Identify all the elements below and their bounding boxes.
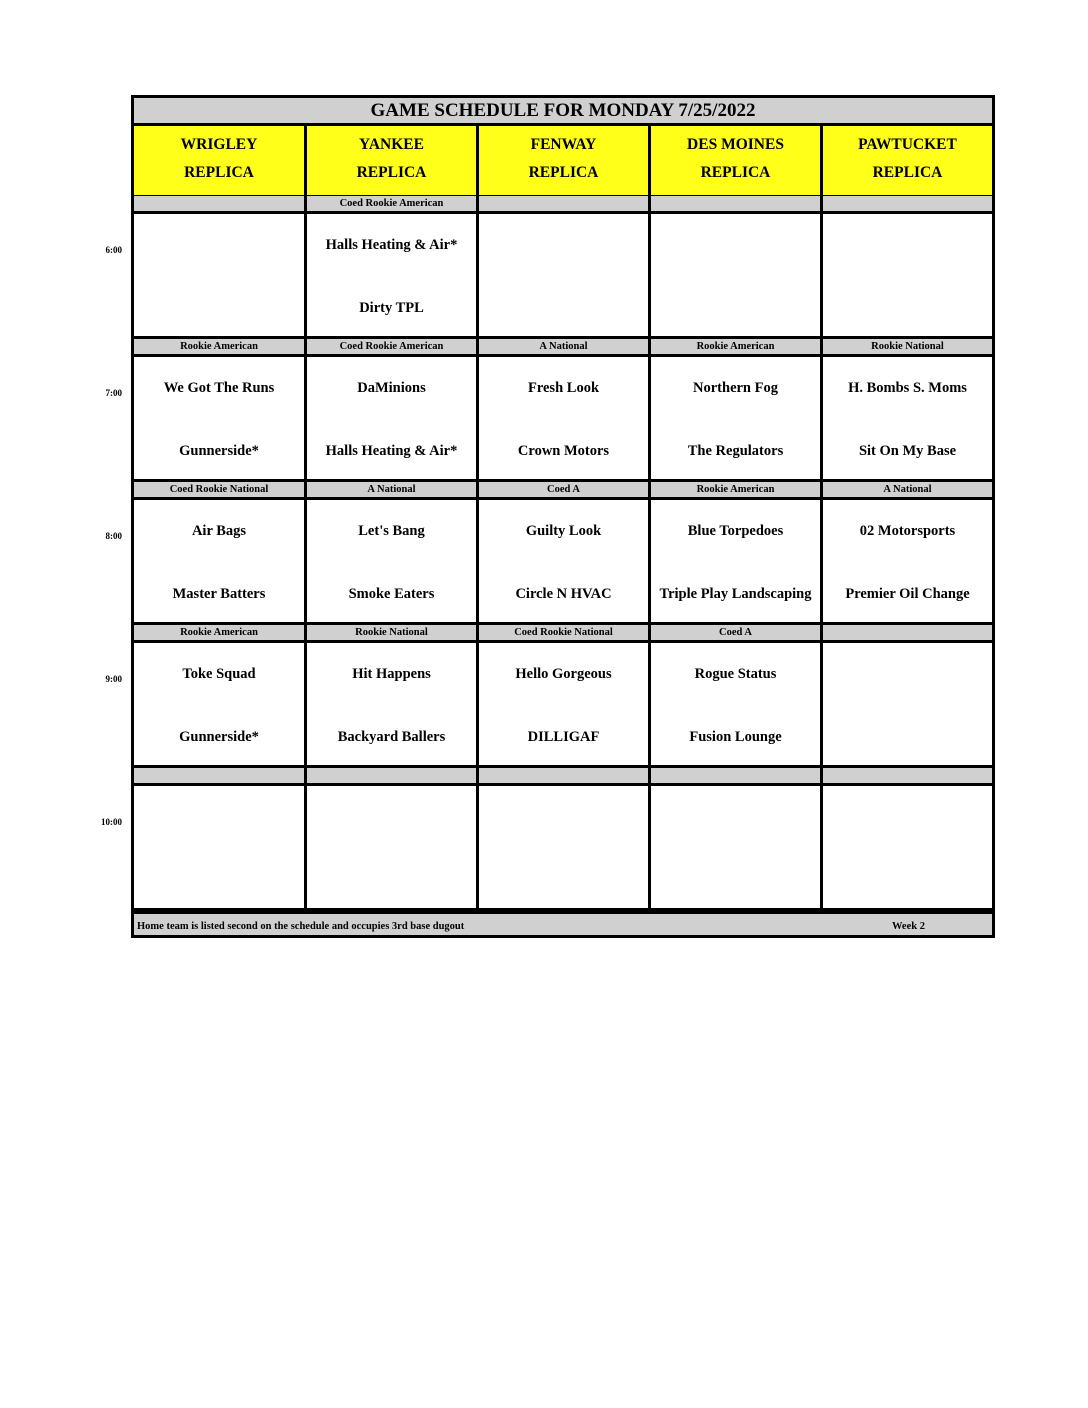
home-team: Circle N HVAC bbox=[515, 586, 612, 602]
game-cell bbox=[823, 786, 992, 908]
division-label bbox=[823, 768, 992, 783]
home-team: Sit On My Base bbox=[858, 443, 957, 459]
away-team: Fresh Look bbox=[527, 380, 600, 396]
home-team: Halls Heating & Air* bbox=[325, 443, 458, 459]
time-label: 9:00 bbox=[105, 674, 122, 684]
away-team: Guilty Look bbox=[525, 523, 602, 539]
time-label: 6:00 bbox=[105, 245, 122, 255]
division-label: A National bbox=[479, 339, 648, 354]
game-cell bbox=[134, 643, 304, 765]
field-name: FENWAY bbox=[530, 136, 597, 153]
division-label: Coed Rookie National bbox=[134, 482, 304, 497]
field-name: YANKEE bbox=[359, 136, 424, 153]
home-team: Gunnerside* bbox=[179, 443, 259, 459]
field-header bbox=[823, 126, 992, 195]
home-team: The Regulators bbox=[687, 443, 784, 459]
division-label bbox=[823, 196, 992, 211]
field-subtitle: REPLICA bbox=[356, 164, 427, 181]
home-team: Master Batters bbox=[172, 586, 266, 602]
home-team: Backyard Ballers bbox=[337, 729, 446, 745]
field-subtitle: REPLICA bbox=[184, 164, 254, 181]
game-cell bbox=[134, 500, 304, 622]
home-team: DILLIGAF bbox=[527, 729, 600, 745]
field-name: PAWTUCKET bbox=[858, 136, 957, 153]
division-label: Rookie National bbox=[823, 339, 992, 354]
home-team: Crown Motors bbox=[517, 443, 610, 459]
away-team: Let's Bang bbox=[358, 523, 425, 539]
field-header bbox=[651, 126, 820, 195]
division-label: A National bbox=[307, 482, 476, 497]
field-name: WRIGLEY bbox=[180, 136, 258, 153]
division-label bbox=[479, 196, 648, 211]
division-label: Coed Rookie American bbox=[307, 196, 476, 211]
division-label: Coed A bbox=[479, 482, 648, 497]
week-label: Week 2 bbox=[892, 921, 925, 932]
game-cell bbox=[307, 643, 476, 765]
game-cell bbox=[479, 357, 648, 479]
home-team: Gunnerside* bbox=[179, 729, 259, 745]
away-team: Northern Fog bbox=[693, 380, 778, 396]
field-subtitle: REPLICA bbox=[872, 164, 943, 181]
game-cell bbox=[479, 214, 648, 336]
away-team: Toke Squad bbox=[182, 666, 256, 682]
game-cell bbox=[479, 786, 648, 908]
game-cell bbox=[479, 643, 648, 765]
division-label bbox=[479, 768, 648, 783]
time-label: 10:00 bbox=[101, 817, 122, 827]
game-cell bbox=[823, 500, 992, 622]
footer-bar bbox=[134, 914, 992, 935]
division-label: Rookie American bbox=[651, 482, 820, 497]
division-label: A National bbox=[823, 482, 992, 497]
away-team: 02 Motorsports bbox=[859, 523, 956, 539]
field-header bbox=[307, 126, 476, 195]
game-cell bbox=[307, 786, 476, 908]
division-label: Rookie American bbox=[134, 625, 304, 640]
field-header bbox=[479, 126, 648, 195]
away-team: Rogue Status bbox=[694, 666, 777, 682]
time-label: 8:00 bbox=[105, 531, 122, 541]
division-label bbox=[823, 625, 992, 640]
home-team: Fusion Lounge bbox=[689, 729, 782, 745]
division-label bbox=[134, 768, 304, 783]
field-name: DES MOINES bbox=[687, 136, 784, 153]
away-team: Hello Gorgeous bbox=[515, 666, 612, 682]
away-team: Air Bags bbox=[191, 523, 247, 539]
away-team: H. Bombs S. Moms bbox=[848, 380, 967, 396]
division-label: Coed Rookie National bbox=[479, 625, 648, 640]
game-cell bbox=[651, 214, 820, 336]
game-cell bbox=[134, 214, 304, 336]
division-label: Coed A bbox=[651, 625, 820, 640]
away-team: Blue Torpedoes bbox=[687, 523, 784, 539]
field-subtitle: REPLICA bbox=[700, 164, 771, 181]
game-cell bbox=[651, 357, 820, 479]
game-cell bbox=[307, 214, 476, 336]
game-cell bbox=[134, 357, 304, 479]
game-cell bbox=[651, 786, 820, 908]
home-team: Dirty TPL bbox=[359, 300, 424, 316]
division-label: Rookie American bbox=[651, 339, 820, 354]
game-cell bbox=[823, 357, 992, 479]
field-subtitle: REPLICA bbox=[528, 164, 599, 181]
game-cell bbox=[823, 214, 992, 336]
division-label: Rookie National bbox=[307, 625, 476, 640]
division-label: Rookie American bbox=[134, 339, 304, 354]
away-team: We Got The Runs bbox=[163, 380, 275, 396]
schedule-title: GAME SCHEDULE FOR MONDAY 7/25/2022 bbox=[134, 98, 992, 123]
field-header bbox=[134, 126, 304, 195]
division-label bbox=[134, 196, 304, 211]
home-team: Smoke Eaters bbox=[348, 586, 435, 602]
game-cell bbox=[307, 357, 476, 479]
game-cell bbox=[307, 500, 476, 622]
game-cell bbox=[651, 643, 820, 765]
home-team-note: Home team is listed second on the schedule and occupies 3rd base dugout bbox=[137, 921, 465, 932]
away-team: DaMinions bbox=[357, 380, 426, 396]
home-team: Premier Oil Change bbox=[845, 586, 970, 602]
time-label: 7:00 bbox=[105, 388, 122, 398]
game-cell bbox=[479, 500, 648, 622]
game-cell bbox=[134, 786, 304, 908]
game-schedule-table bbox=[131, 95, 995, 938]
away-team: Hit Happens bbox=[352, 666, 431, 682]
division-label: Coed Rookie American bbox=[307, 339, 476, 354]
game-cell bbox=[823, 643, 992, 765]
game-cell bbox=[651, 500, 820, 622]
division-label bbox=[651, 768, 820, 783]
division-label bbox=[307, 768, 476, 783]
home-team: Triple Play Landscaping bbox=[659, 586, 812, 602]
division-label bbox=[651, 196, 820, 211]
away-team: Halls Heating & Air* bbox=[325, 237, 458, 253]
